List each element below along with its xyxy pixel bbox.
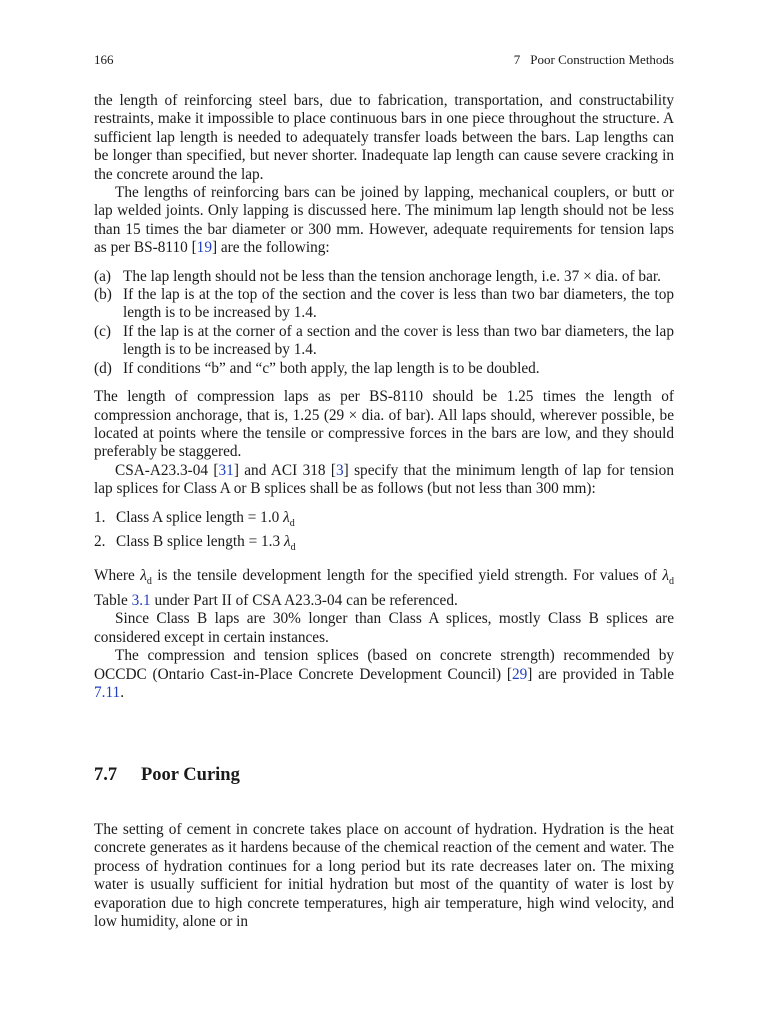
table-link[interactable]: 3.1	[131, 591, 151, 609]
list-item: (a) The lap length should not be less than the tension anchorage length, i.e. 37 × dia. of bar.	[94, 267, 661, 285]
paragraph-7: The compression and tension splices (based on concrete strength) recommended by OCCDC (Ontario Cast-in-Place Concrete Development Council) [29] are provided in Table 7.11.	[94, 647, 674, 701]
list-item: 2. Class B splice length = 1.3 $\lambda_d$	[94, 532, 296, 554]
list-item: (d) If conditions “b” and “c” both apply, the lap length is to be doubled.	[94, 359, 540, 377]
citation-link[interactable]: 29	[511, 665, 528, 683]
paragraph-3: The length of compression laps as per BS-8110 should be 1.25 times the length of compression anchorage, that is, 1.25 (29 × dia. of bar). All laps should, wherever possible, be located at points where the tensile or compressive forces in the bars are low, and they should preferably be staggered.	[94, 388, 674, 461]
table-link[interactable]: 7.11	[94, 683, 121, 701]
section-paragraph-1: The setting of cement in concrete takes place on account of hydration. Hydration is the heat concrete generates as it hardens because of the chemical reaction of the cement and water. The process of hydration continues for a long period but its rate decreases later on. The mixing water is usually sufficient for initial hydration but most of the quantity of water is lost by evaporation due to high concrete temperatures, high air temperature, high wind velocity, and low humidity, alone or in	[94, 821, 674, 931]
section-body-text	[94, 821, 674, 931]
citation-link[interactable]: 31	[218, 461, 234, 479]
list-item: (c) If the lap is at the corner of a section and the cover is less than two bar diameters, the lap length is to be increased by 1.4.	[94, 322, 674, 359]
paragraph-1: the length of reinforcing steel bars, due to fabrication, transportation, and constructability restraints, make it impossible to place continuous bars in one piece throughout the structure. A sufficient lap length is needed to adequately transfer loads between the bars. Lap lengths can be longer than specified, but never shorter. Inadequate lap length can cause severe cracking in the concrete around the lap.	[94, 92, 674, 183]
citation-link[interactable]: 19	[196, 239, 212, 257]
list-item: 1. Class A splice length = 1.0 $\lambda_d$	[94, 508, 295, 529]
chapter-number: 7	[513, 52, 521, 67]
list-item: (b) If the lap is at the top of the section and the cover is less than two bar diameters, the top length is to be increased by 1.4.	[94, 286, 674, 322]
section-title: Poor Curing	[141, 765, 240, 785]
section-number: 7.7	[94, 765, 118, 785]
citation-link[interactable]: 3	[335, 461, 344, 479]
section-heading	[94, 765, 240, 786]
running-header	[94, 52, 674, 70]
body-text	[94, 92, 674, 702]
running-head	[514, 52, 674, 68]
numbered-list	[94, 509, 674, 558]
paragraph-2: The lengths of reinforcing bars can be joined by lapping, mechanical couplers, or butt or lap welded joints. Only lapping is discussed here. The minimum lap length should not be less than 15 times the bar diameter or 300 mm. However, adequate requirements for tension laps as per BS-8110 [19] are the following:	[94, 184, 674, 257]
paragraph-4: CSA-A23.3-04 [31] and ACI 318 [3] specify that the minimum length of lap for tension lap splices for Class A or B splices shall be as follows (but not less than 300 mm):	[94, 461, 674, 498]
page-number: 166	[94, 52, 114, 67]
chapter-title: Poor Construction Methods	[530, 52, 674, 67]
paragraph-6: Since Class B laps are 30% longer than Class A splices, mostly Class B splices are considered except in certain instances.	[94, 610, 674, 646]
alpha-list	[94, 268, 674, 378]
paragraph-5: Where $\lambda_d$ is the tensile development length for the specified yield strength. For values of $\lambda_d$ Table 3.1 under Part II of CSA A23.3-04 can be referenced.	[94, 567, 674, 609]
